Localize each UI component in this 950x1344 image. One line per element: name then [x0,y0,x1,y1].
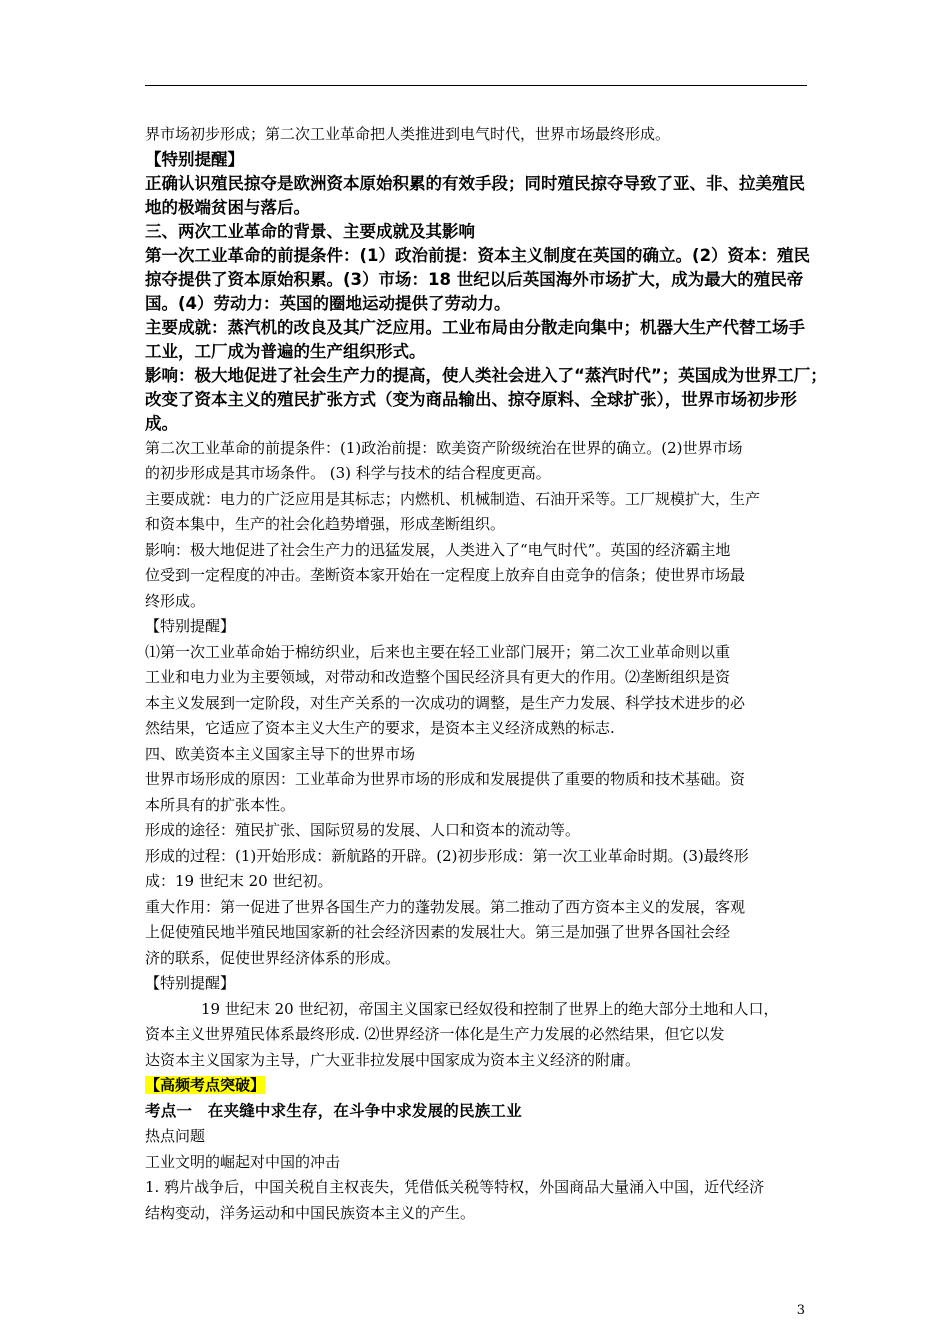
text-line: 主要成就：电力的广泛应用是其标志；内燃机、机械制造、石油开采等。工厂规模扩大，生产 [145,489,761,508]
text-line: 主要成就：蒸汽机的改良及其广泛应用。工业布局由分散走向集中；机器大生产代替工场手 [145,317,805,337]
text-line: 改变了资本主义的殖民扩张方式（变为商品输出、掠夺原料、全球扩张），世界市场初步形 [145,389,797,409]
text-line: 本主义发展到一定阶段，对生产关系的一次成功的调整，是生产力发展、科学技术进步的必 [145,693,746,712]
text-line: 重大作用：第一促进了世界各国生产力的蓬勃发展。第二推动了西方资本主义的发展，客观 [145,897,746,916]
text-line: 掠夺提供了资本原始积累。(3）市场：18 世纪以后英国海外市场扩大，成为最大的殖民帝 [145,269,804,289]
special-note-heading: 【特别提醒】 [145,617,236,635]
special-note-heading: 【特别提醒】 [145,974,236,992]
text-line: 终形成。 [145,591,206,610]
text-line: 1. 鸦片战争后，中国关税自主权丧失，凭借低关税等特权，外国商品大量涌入中国，近代经济 [145,1178,765,1196]
text-line: 和资本集中，生产的社会化趋势增强，形成垄断组织。 [145,515,506,533]
text-line: 热点问题 [145,1127,206,1145]
text-line: 位受到一定程度的冲击。垄断资本家开始在一定程度上放弃自由竞争的信条；使世界市场最 [145,566,746,584]
text-line: 地的极端贫困与落后。 [145,197,310,217]
text-line: 达资本主义国家为主导，广大亚非拉发展中国家成为资本主义经济的附庸。 [145,1050,641,1069]
text-line: 上促使殖民地半殖民地国家新的社会经济因素的发展壮大。第三是加强了世界各国社会经 [145,923,731,941]
text-line: 第一次工业革命的前提条件：(1）政治前提：资本主义制度在英国的确立。(2）资本：殖民 [145,245,811,265]
text-line: 济的联系，促使世界经济体系的形成。 [145,948,401,967]
text-line: 影响：极大地促进了社会生产力的提高，使人类社会进入了“蒸汽时代”；英国成为世界工厂； [145,365,827,385]
text-line: 结构变动，洋务运动和中国民族资本主义的产生。 [145,1203,476,1222]
text-line: 本所具有的扩张本性。 [145,795,296,814]
text-line: 界市场初步形成；第二次工业革命把人类推进到电气时代，世界市场最终形成。 [145,125,671,143]
header-rule [145,85,807,86]
text-line: 资本主义世界殖民体系最终形成. ⑵世界经济一体化是生产力发展的必然结果，但它以发 [145,1025,725,1043]
text-line: 三、两次工业革命的背景、主要成就及其影响 [145,221,475,241]
text-line: 19 世纪末 20 世纪初，帝国主义国家已经奴役和控制了世界上的绝大部分土地和人口， [201,999,779,1018]
text-line: 世界市场形成的原因：工业革命为世界市场的形成和发展提供了重要的物质和技术基础。资 [145,770,746,788]
text-line: 考点一 在夹缝中求生存，在斗争中求发展的民族工业 [145,1101,522,1120]
text-line: 的初步形成是其市场条件。 (3) 科学与技术的结合程度更高。 [145,464,551,482]
document-body [145,122,827,1226]
text-line: 形成的过程：(1)开始形成：新航路的开辟。(2)初步形成：第一次工业革命时期。(3)最终形 [145,846,749,865]
text-line: 第二次工业革命的前提条件：(1)政治前提：欧美资产阶级统治在世界的确立。(2)世界市场 [145,438,743,457]
text-line: 成。 [145,413,178,433]
text-line: 工业和电力业为主要领域，对带动和改造整个国民经济具有更大的作用。⑵垄断组织是资 [145,668,731,686]
text-line: 然结果，它适应了资本主义大生产的要求，是资本主义经济成熟的标志. [145,719,615,737]
text-line: ⑴第一次工业革命始于棉纺织业，后来也主要在轻工业部门展开；第二次工业革命则以重 [145,642,731,661]
text-line: 工业，工厂成为普遍的生产组织形式。 [145,341,426,361]
text-line: 影响：极大地促进了社会生产力的迅猛发展，人类进入了“电气时代”。英国的经济霸主地 [145,540,731,559]
special-note-heading: 【特别提醒】 [145,149,244,169]
text-line: 正确认识殖民掠夺是欧洲资本原始积累的有效手段；同时殖民掠夺导致了亚、非、拉美殖民 [145,173,805,193]
section-heading-highlight: 【高频考点突破】 [145,1076,266,1094]
text-line: 形成的途径：殖民扩张、国际贸易的发展、人口和资本的流动等。 [145,821,581,839]
text-line: 四、欧美资本主义国家主导下的世界市场 [145,744,416,763]
page-number: 3 [796,1303,805,1318]
text-line: 国。(4）劳动力：英国的圈地运动提供了劳动力。 [145,293,511,313]
text-line: 工业文明的崛起对中国的冲击 [145,1152,341,1171]
text-line: 成：19 世纪末 20 世纪初。 [145,872,333,890]
